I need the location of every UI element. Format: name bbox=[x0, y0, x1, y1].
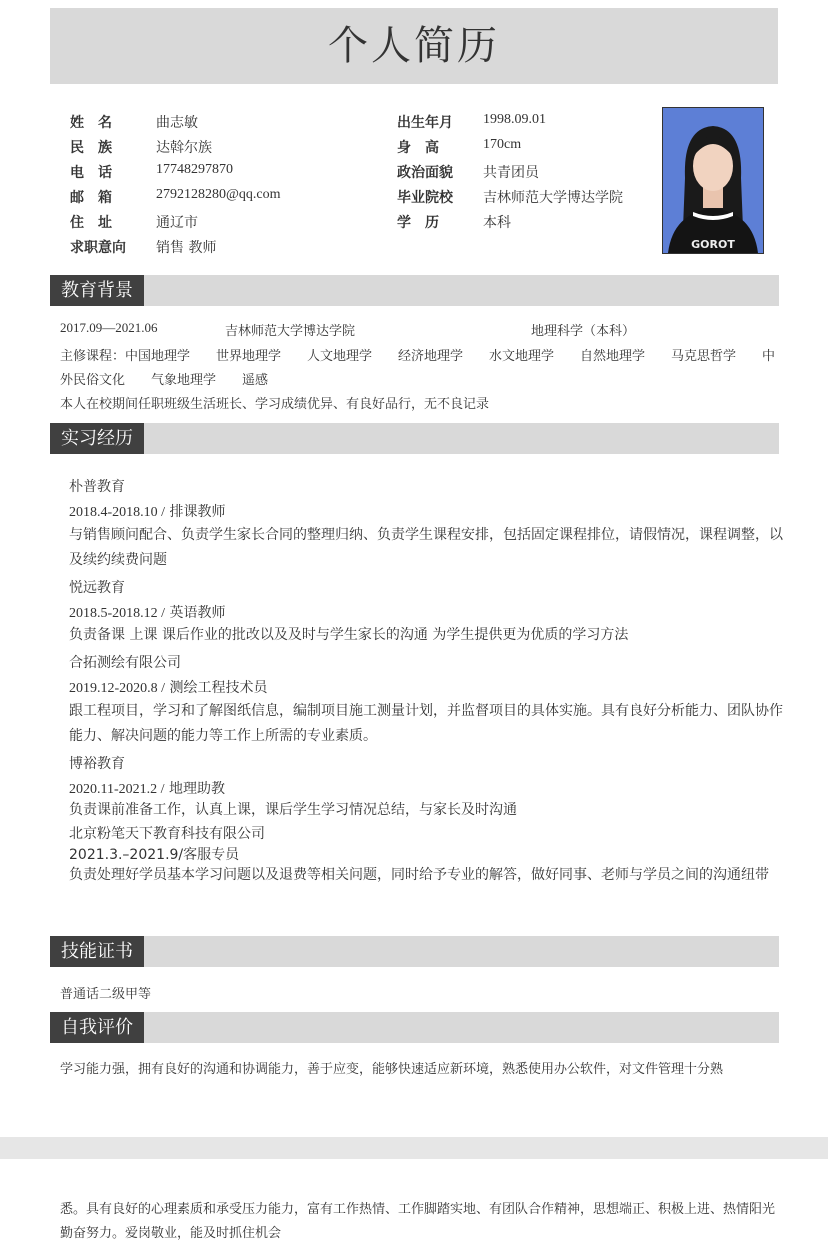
section-self-evaluation bbox=[50, 1012, 779, 1043]
internship-role: 地理助教 bbox=[169, 781, 225, 797]
internship-company: 合拓测绘有限公司 bbox=[69, 655, 181, 671]
info-label: 身 高 bbox=[397, 140, 439, 156]
internship-company: 悦远教育 bbox=[69, 580, 125, 596]
internship-period: 2019.12-2020.8 / bbox=[69, 681, 166, 696]
info-value: 2792128280@qq.com bbox=[156, 187, 281, 202]
internship-period-role bbox=[69, 677, 268, 697]
info-label: 政治面貌 bbox=[397, 165, 453, 181]
education-school: 吉林师范大学博达学院 bbox=[225, 324, 356, 339]
internship-period: 2020.11-2021.2 / bbox=[69, 782, 165, 797]
portrait-image bbox=[663, 108, 763, 253]
info-value: 1998.09.01 bbox=[483, 112, 546, 127]
internship-period: 2018.5-2018.12 / bbox=[69, 606, 166, 621]
education-courses-cont: 外民俗文化 气象地理学 遥感 bbox=[60, 373, 269, 388]
internship-period-role: 2021.3.–2021.9/客服专员 bbox=[69, 847, 240, 863]
info-label: 毕业院校 bbox=[397, 190, 453, 206]
internship-desc: 跟工程项目，学习和了解图纸信息，编制项目施工测量计划，并监督项目的具体实施。具有良好分析能力、团队协作能力、解决问题的能力等工作上所需的专业素质。 bbox=[69, 703, 783, 744]
info-label: 民 族 bbox=[70, 140, 112, 156]
section-title: 技能证书 bbox=[50, 936, 144, 967]
info-label: 住 址 bbox=[70, 215, 112, 231]
internship-desc: 负责备课 上课 课后作业的批改以及及时与学生家长的沟通 为学生提供更为优质的学习方法 bbox=[69, 627, 629, 643]
resume-header bbox=[50, 8, 778, 84]
profile-photo bbox=[662, 107, 764, 254]
self-eval-text-cont: 悉。具有良好的心理素质和承受压力能力，富有工作热情、工作脚踏实地、有团队合作精神，思想端正、积极上进、热情阳光勤奋努力。爱岗敬业，能及时抓住机会 bbox=[60, 1202, 776, 1241]
section-title: 自我评价 bbox=[50, 1012, 144, 1043]
section-title: 实习经历 bbox=[50, 423, 144, 454]
info-label: 求职意向 bbox=[70, 240, 126, 256]
info-label: 邮 箱 bbox=[70, 190, 112, 206]
education-period: 2017.09—2021.06 bbox=[60, 320, 158, 335]
page-title: 个人简历 bbox=[328, 23, 500, 69]
info-value: 曲志敏 bbox=[156, 115, 198, 131]
internship-desc: 负责处理好学员基本学习问题以及退费等相关问题，同时给予专业的解答，做好同事、老师与学员之间的沟通纽带 bbox=[69, 867, 769, 883]
education-courses: 主修课程：中国地理学 世界地理学 人文地理学 经济地理学 水文地理学 自然地理学 马克思哲学 中 bbox=[60, 349, 776, 364]
internship-company: 博裕教育 bbox=[69, 756, 125, 772]
internship-period-role bbox=[69, 602, 226, 622]
internship-role: 排课教师 bbox=[169, 504, 226, 520]
info-label: 学 历 bbox=[397, 215, 439, 231]
basic-info-right bbox=[397, 112, 647, 242]
info-value: 销售 教师 bbox=[156, 240, 217, 256]
info-label: 电 话 bbox=[70, 165, 112, 181]
education-note: 本人在校期间任职班级生活班长、学习成绩优异、有良好品行，无不良记录 bbox=[60, 397, 490, 412]
info-value: 本科 bbox=[483, 215, 511, 231]
section-title: 教育背景 bbox=[50, 275, 144, 306]
svg-text:GOROT: GOROT bbox=[691, 238, 735, 251]
internship-desc: 与销售顾问配合、负责学生家长合同的整理归纳、负责学生课程安排，包括固定课程排位，请假情况，课程调整，以及续约续费问题 bbox=[69, 527, 783, 568]
info-value: 达斡尔族 bbox=[156, 140, 212, 156]
section-skills bbox=[50, 936, 779, 967]
internship-period: 2018.4-2018.10 / bbox=[69, 505, 166, 520]
internship-period-role bbox=[69, 501, 226, 521]
info-value: 共青团员 bbox=[483, 165, 539, 181]
skills-text: 普通话二级甲等 bbox=[60, 987, 152, 1002]
internship-role: 英语教师 bbox=[169, 605, 226, 621]
info-value: 通辽市 bbox=[156, 215, 198, 231]
education-major: 地理科学（本科） bbox=[531, 324, 636, 339]
info-value: 170cm bbox=[483, 137, 522, 152]
info-label: 姓 名 bbox=[70, 115, 112, 131]
internship-role: 测绘工程技术员 bbox=[169, 680, 268, 696]
internship-period-role bbox=[69, 778, 225, 798]
page-break bbox=[0, 1137, 828, 1159]
info-value: 17748297870 bbox=[156, 162, 233, 177]
info-label: 出生年月 bbox=[397, 115, 453, 131]
internship-company: 朴普教育 bbox=[69, 479, 125, 495]
section-education bbox=[50, 275, 779, 306]
section-internship bbox=[50, 423, 779, 454]
basic-info-left bbox=[70, 112, 370, 262]
self-eval-text: 学习能力强，拥有良好的沟通和协调能力，善于应变，能够快速适应新环境，熟悉使用办公软件，对文件管理十分熟 bbox=[60, 1062, 724, 1077]
info-value: 吉林师范大学博达学院 bbox=[483, 190, 623, 206]
internship-company: 北京粉笔天下教育科技有限公司 bbox=[69, 826, 265, 842]
internship-desc: 负责课前准备工作，认真上课，课后学生学习情况总结，与家长及时沟通 bbox=[69, 802, 517, 818]
